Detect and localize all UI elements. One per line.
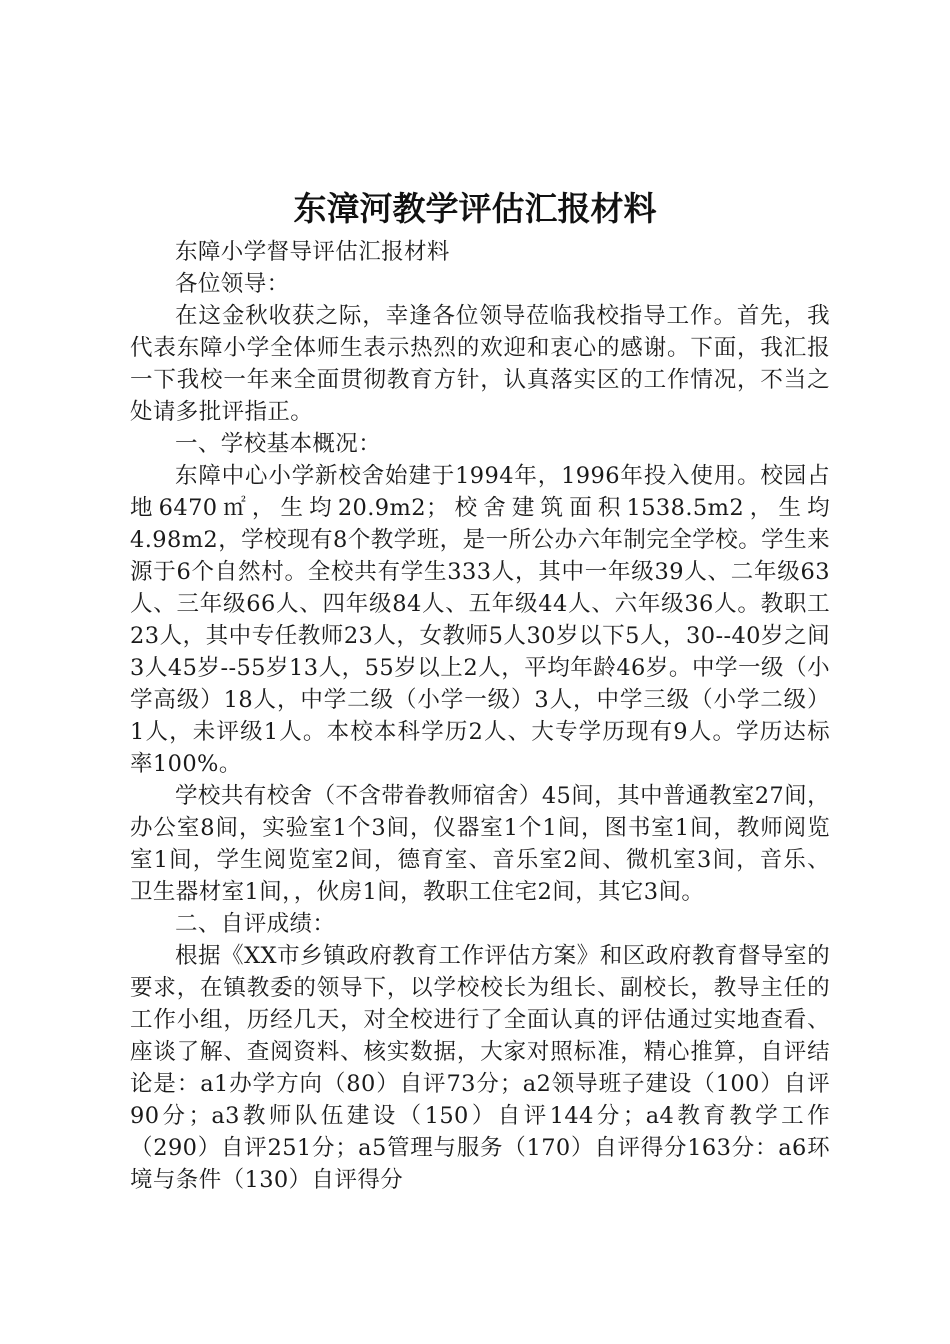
section-heading-overview: 一、学校基本概况： [175, 431, 382, 457]
document-body [130, 236, 830, 1196]
self-evaluation-paragraph: 根据《XX市乡镇政府教育工作评估方案》和区政府教育督导室的要求，在镇教委的领导下，以学校校长为组长、副校长，教导主任的工作小组，历经几天，对全校进行了全面认真的评估通过实地查看、座谈了解、查阅资料、核实数据，大家对照标准，精心推算，自评结论是：a1办学方向（80）自评73分；a2领导班子建设（100）自评90分；a3教师队伍建设（150）自评144分；a4教育教学工作（290）自评251分；a5管理与服务（170）自评得分163分：a6环境与条件（130）自评得分 [130, 943, 830, 1193]
document-title: 东漳河教学评估汇报材料 [293, 189, 657, 228]
section-heading-self-evaluation: 二、自评成绩： [175, 911, 336, 937]
subtitle-paragraph: 东障小学督导评估汇报材料 [175, 239, 450, 265]
overview-paragraph: 东障中心小学新校舍始建于1994年，1996年投入使用。校园占地6470㎡，生均20.9m2；校舍建筑面积1538.5m2，生均4.98m2，学校现有8个教学班，是一所公办六年制完全学校。学生来源于6个自然村。全校共有学生333人，其中一年级39人、二年级63人、三年级66人、四年级84人、五年级44人、六年级36人。教职工23人，其中专任教师23人，女教师5人30岁以下5人，30--40岁之间3人45岁--55岁13人，55岁以上2人，平均年龄46岁。中学一级（小学高级）18人，中学二级（小学一级）3人，中学三级（小学二级）1人，未评级1人。本校本科学历2人、大专学历现有9人。学历达标率100%。 [130, 463, 830, 777]
facilities-paragraph: 学校共有校舍（不含带眷教师宿舍）45间，其中普通教室27间，办公室8间，实验室1个3间，仪器室1个1间，图书室1间，教师阅览室1间，学生阅览室2间，德育室、音乐室2间、微机室3间，音乐、卫生器材室1间，，伙房1间，教职工住宅2间，其它3间。 [130, 783, 830, 905]
intro-paragraph: 在这金秋收获之际，幸逢各位领导莅临我校指导工作。首先，我代表东障小学全体师生表示热烈的欢迎和衷心的感谢。下面，我汇报一下我校一年来全面贯彻教育方针，认真落实区的工作情况，不当之处请多批评指正。 [130, 303, 830, 425]
salutation-paragraph: 各位领导： [175, 271, 290, 297]
